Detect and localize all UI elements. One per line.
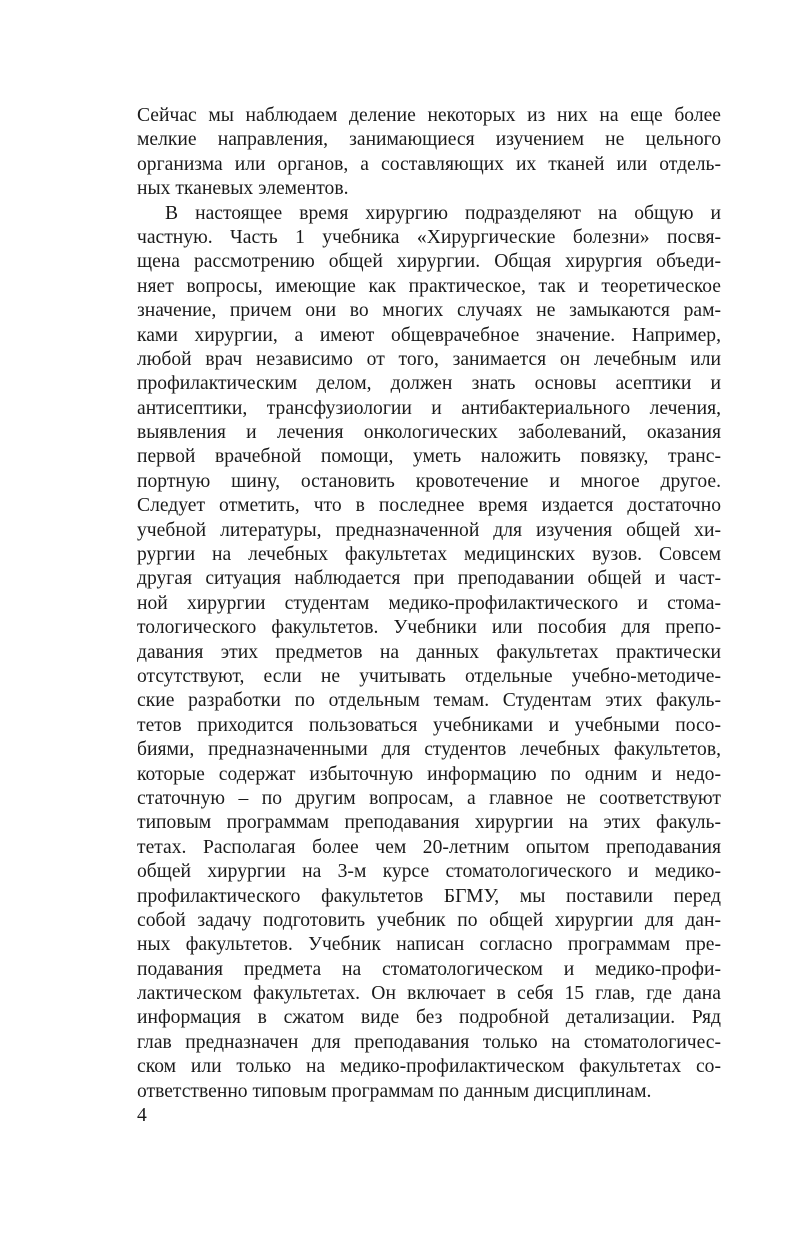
text-line: няет вопросы, имеющие как практическое, так и теоретическое [137,275,721,297]
text-line: рургии на лечебных факультетах медицинских вузов. Совсем [137,544,721,566]
text-line: ных факультетов. Учебник написан согласно программам пре- [137,934,721,956]
text-line: биями, предназначенными для студентов лечебных факультетов, [137,739,721,761]
text-line: ответственно типовым программам по данным дисциплинам. [137,1080,652,1102]
text-line: давания этих предметов на данных факультетах практически [137,641,721,663]
text-line: ных тканевых элементов. [137,178,349,200]
text-line: общей хирургии на 3-м курсе стоматологического и медико- [137,861,721,883]
text-line: антисептики, трансфузиологии и антибактериального лечения, [137,397,721,419]
text-line: ском или только на медико-профилактическом факультетах со- [137,1056,721,1078]
text-line: глав предназначен для преподавания только на стоматологичес- [137,1031,721,1053]
text-line: тетов приходится пользоваться учебниками и учебными посо- [137,714,721,736]
text-line: организма или органов, а составляющих их тканей или отдель- [137,153,721,175]
text-line: ной хирургии студентам медико-профилактического и стома- [137,592,721,614]
text-line: В настоящее время хирургию подразделяют на общую и [165,202,721,224]
text-line: профилактического факультетов БГМУ, мы поставили перед [137,885,721,907]
text-line: любой врач независимо от того, занимается он лечебным или [137,348,721,370]
text-line: выявления и лечения онкологических заболеваний, оказания [137,422,721,444]
text-line: ские разработки по отдельным темам. Студентам этих факуль- [137,690,721,712]
text-line: первой врачебной помощи, уметь наложить повязку, транс- [137,446,721,468]
text-line: Сейчас мы наблюдаем деление некоторых из них на еще более [137,105,721,126]
text-line: мелкие направления, занимающиеся изучением не цельного [137,129,721,151]
text-line: статочную – по другим вопросам, а главное не соответствуют [137,787,721,809]
text-line: собой задачу подготовить учебник по общей хирургии для дан- [137,909,721,931]
text-line: отсутствуют, если не учитывать отдельные учебно-методиче- [137,665,721,687]
text-line: которые содержат избыточную информацию по одним и недо- [137,763,721,785]
text-line: информация в сжатом виде без подробной детализации. Ряд [137,1007,721,1029]
text-line: типовым программам преподавания хирургии на этих факуль- [137,812,721,834]
text-line: другая ситуация наблюдается при преподавании общей и част- [137,568,721,590]
text-line: учебной литературы, предназначенной для изучения общей хи- [137,519,721,541]
body-text [137,104,721,1104]
text-line: щена рассмотрению общей хирургии. Общая хирургия объеди- [137,251,721,273]
text-line: Следует отметить, что в последнее время издается достаточно [137,495,721,517]
text-line: портную шину, остановить кровотечение и многое другое. [137,470,721,492]
text-line: профилактическим делом, должен знать основы асептики и [137,373,721,395]
text-line: тологического факультетов. Учебники или пособия для препо- [137,617,721,639]
page-number: 4 [137,1105,147,1126]
text-line: тетах. Располагая более чем 20-летним опытом преподавания [137,836,721,858]
text-line: частную. Часть 1 учебника «Хирургические болезни» посвя- [137,226,721,248]
text-line: значение, причем они во многих случаях не замыкаются рам- [137,300,721,322]
text-line: лактическом факультетах. Он включает в себя 15 глав, где дана [137,983,721,1005]
text-line: ками хирургии, а имеют общеврачебное значение. Например, [137,324,721,346]
text-line: подавания предмета на стоматологическом и медико-профи- [137,958,721,980]
